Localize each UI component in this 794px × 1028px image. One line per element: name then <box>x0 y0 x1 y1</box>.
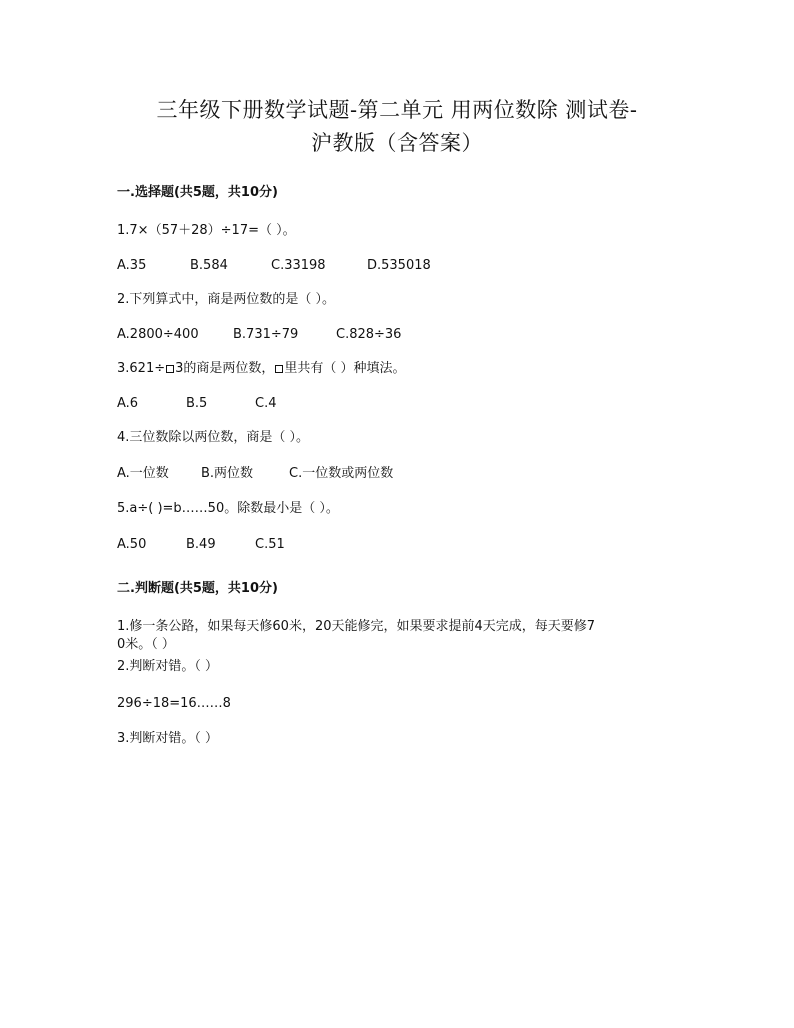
s1-q3-option-a: A.6 <box>117 396 139 411</box>
s1-q3-option-b: B.5 <box>186 396 208 411</box>
s2-q2-text: 2.判断对错。（ ） <box>117 659 219 674</box>
s1-q3-text-after: 3的商是两位数， <box>175 361 275 376</box>
s1-q1-option-c: C.33198 <box>271 258 326 273</box>
s1-q1-option-d: D.535018 <box>367 258 431 273</box>
s1-q2-option-a: A.2800÷400 <box>117 327 199 342</box>
s1-q5-option-b: B.49 <box>186 537 216 552</box>
section2-heading: 二.判断题(共5题，共10分) <box>117 581 278 596</box>
section1-heading: 一.选择题(共5题，共10分) <box>117 185 278 200</box>
s1-q3-text-end: 里共有（ ）种填法。 <box>284 361 406 376</box>
s1-q2-text: 2.下列算式中，商是两位数的是（ ）。 <box>117 292 336 307</box>
s1-q1-option-a: A.35 <box>117 258 147 273</box>
s1-q4-option-a: A.一位数 <box>117 466 169 481</box>
s1-q2-option-c: C.828÷36 <box>336 327 402 342</box>
s1-q3-option-c: C.4 <box>255 396 277 411</box>
s2-q1-line1: 1.修一条公路，如果每天修60米，20天能修完，如果要求提前4天完成，每天要修7 <box>117 619 596 634</box>
s2-q2-expression: 296÷18=16……8 <box>117 696 231 711</box>
s1-q1-text: 1.7×（57＋28）÷17=（ ）。 <box>117 223 296 238</box>
blank-box-icon <box>275 365 283 373</box>
s1-q3-text-before: 3.621÷ <box>117 361 166 376</box>
blank-box-icon <box>166 365 174 373</box>
s1-q2-option-b: B.731÷79 <box>233 327 299 342</box>
document-title-line2: 沪教版（含答案） <box>311 131 483 155</box>
s1-q3-text <box>117 360 406 378</box>
s1-q5-option-a: A.50 <box>117 537 147 552</box>
s1-q4-text: 4.三位数除以两位数，商是（ ）。 <box>117 430 310 445</box>
s2-q1-line2: 0米。（ ） <box>117 637 175 652</box>
s1-q4-option-c: C.一位数或两位数 <box>289 466 394 481</box>
s1-q1-option-b: B.584 <box>190 258 228 273</box>
document-title-line1: 三年级下册数学试题-第二单元 用两位数除 测试卷- <box>156 98 638 122</box>
s1-q5-text: 5.a÷( )=b……50。除数最小是（ ）。 <box>117 501 339 516</box>
s1-q4-option-b: B.两位数 <box>201 466 254 481</box>
s2-q3-text: 3.判断对错。（ ） <box>117 731 219 746</box>
s1-q5-option-c: C.51 <box>255 537 285 552</box>
